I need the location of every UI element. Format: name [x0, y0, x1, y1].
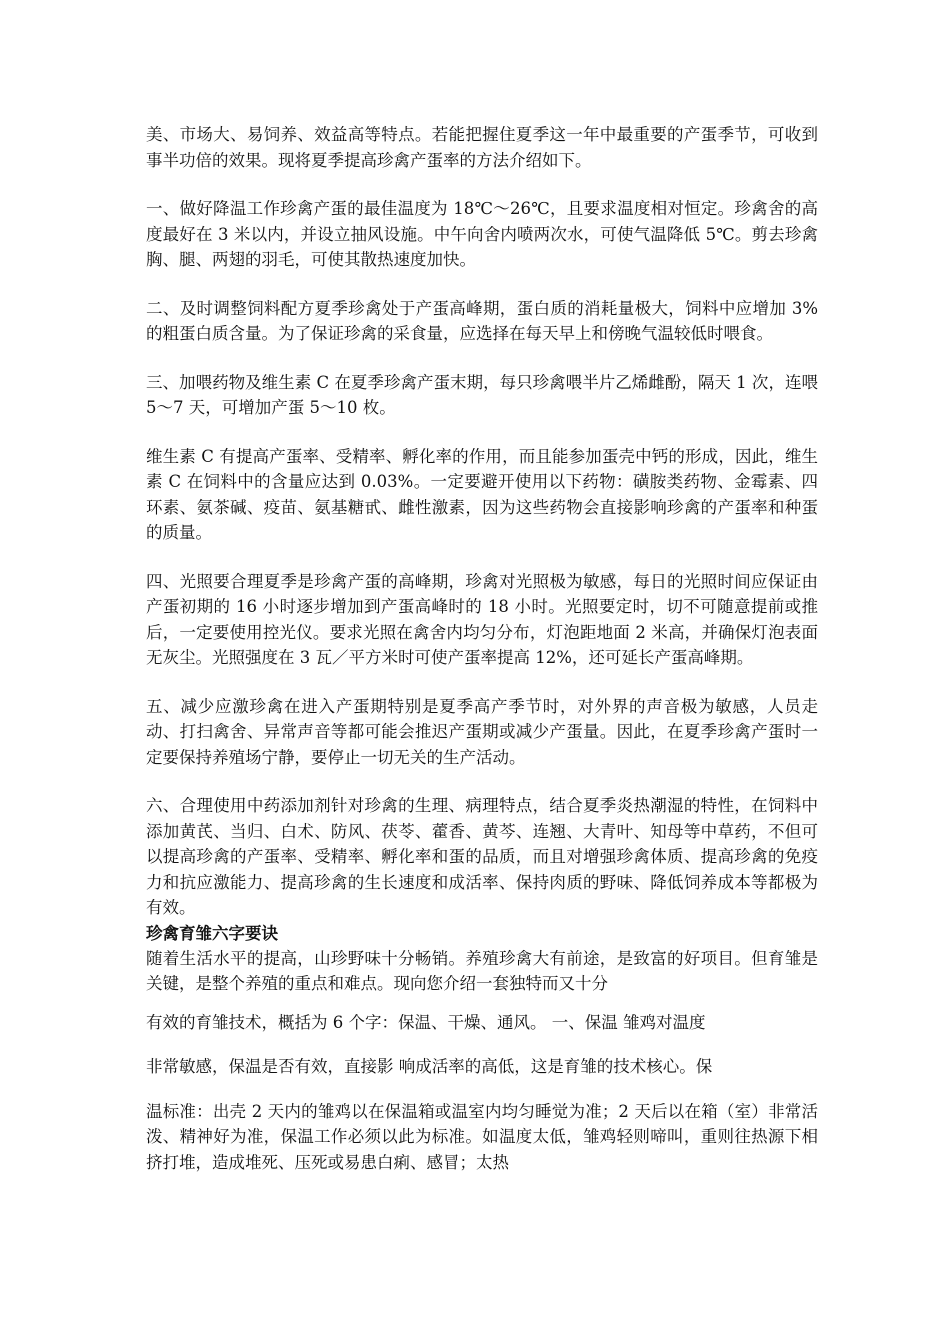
section-2-feed: 二、及时调整饲料配方夏季珍禽处于产蛋高峰期，蛋白质的消耗量极大，饲料中应增加 3%的粗蛋白质含量。为了保证珍禽的采食量，应选择在每天早上和傍晚气温较低时喂食。 — [146, 298, 818, 343]
section-1-cooling: 一、做好降温工作珍禽产蛋的最佳温度为 18℃～26℃，且要求温度相对恒定。珍禽舍的高度最好在 3 米以内，并设立抽风设施。中午向舍内喷两次水，可使气温降低 5℃。剪去珍禽胸、腿、两翅的羽毛，可使其散热速度加快。 — [146, 199, 818, 269]
intro-paragraph: 美、市场大、易饲养、效益高等特点。若能把握住夏季这一年中最重要的产蛋季节，可收到事半功倍的效果。现将夏季提高珍禽产蛋率的方法介绍如下。 — [146, 125, 818, 170]
brooding-standard-paragraph: 温标准：出壳 2 天内的雏鸡以在保温箱或温室内均匀睡觉为准；2 天后以在箱（室）非常活泼、精神好为准，保温工作必须以此为标准。如温度太低，雏鸡轻则啼叫，重则往热源下相挤打堆，造成堆死、压死或易患白痢、感冒；太热 — [146, 1101, 818, 1172]
brooding-line-warmth: 非常敏感，保温是否有效，直接影 响成活率的高低，这是育雏的技术核心。保 — [146, 1057, 713, 1076]
section-heading-brooding: 珍禽育雏六字要诀 — [146, 923, 278, 943]
brooding-line-technique: 有效的育雏技术，概括为 6 个字：保温、干燥、通风。 一、保温 雏鸡对温度 — [146, 1012, 706, 1032]
document-page — [146, 122, 818, 1175]
section-3-medicine: 三、加喂药物及维生素 C 在夏季珍禽产蛋末期，每只珍禽喂半片乙烯雌酚，隔天 1 次，连喂 5～7 天，可增加产蛋 5～10 枚。 — [146, 372, 818, 417]
section-3-vitamin-c: 维生素 C 有提高产蛋率、受精率、孵化率的作用，而且能参加蛋壳中钙的形成，因此，维生素 C 在饲料中的含量应达到 0.03%。一定要避开使用以下药物：磺胺类药物、金霉素、四环素、氨茶碱、疫苗、氨基糖甙、雌性激素，因为这些药物会直接影响珍禽的产蛋率和种蛋的质量。 — [146, 446, 818, 542]
brooding-intro-paragraph: 随着生活水平的提高，山珍野味十分畅销。养殖珍禽大有前途，是致富的好项目。但育雏是关键，是整个养殖的重点和难点。现向您介绍一套独特而又十分 — [146, 948, 818, 993]
section-6-herbal: 六、合理使用中药添加剂针对珍禽的生理、病理特点，结合夏季炎热潮湿的特性，在饲料中添加黄芪、当归、白术、防风、茯苓、藿香、黄芩、连翘、大青叶、知母等中草药，不但可以提高珍禽的产蛋率、受精率、孵化率和蛋的品质，而且对增强珍禽体质、提高珍禽的免疫力和抗应激能力、提高珍禽的生长速度和成活率、保持肉质的野味、降低饲养成本等都极为有效。 — [146, 796, 818, 917]
section-4-lighting: 四、光照要合理夏季是珍禽产蛋的高峰期，珍禽对光照极为敏感，每日的光照时间应保证由产蛋初期的 16 小时逐步增加到产蛋高峰时的 18 小时。光照要定时，切不可随意提前或推后，一定要使用控光仪。要求光照在禽舍内均匀分布，灯泡距地面 2 米高，并确保灯泡表面无灰尘。光照强度在 3 瓦／平方米时可使产蛋率提高 12%，还可延长产蛋高峰期。 — [146, 571, 818, 667]
section-5-stress: 五、减少应激珍禽在进入产蛋期特别是夏季高产季节时，对外界的声音极为敏感，人员走动、打扫禽舍、异常声音等都可能会推迟产蛋期或减少产蛋量。因此，在夏季珍禽产蛋时一定要保持养殖场宁静，要停止一切无关的生产活动。 — [146, 696, 818, 767]
